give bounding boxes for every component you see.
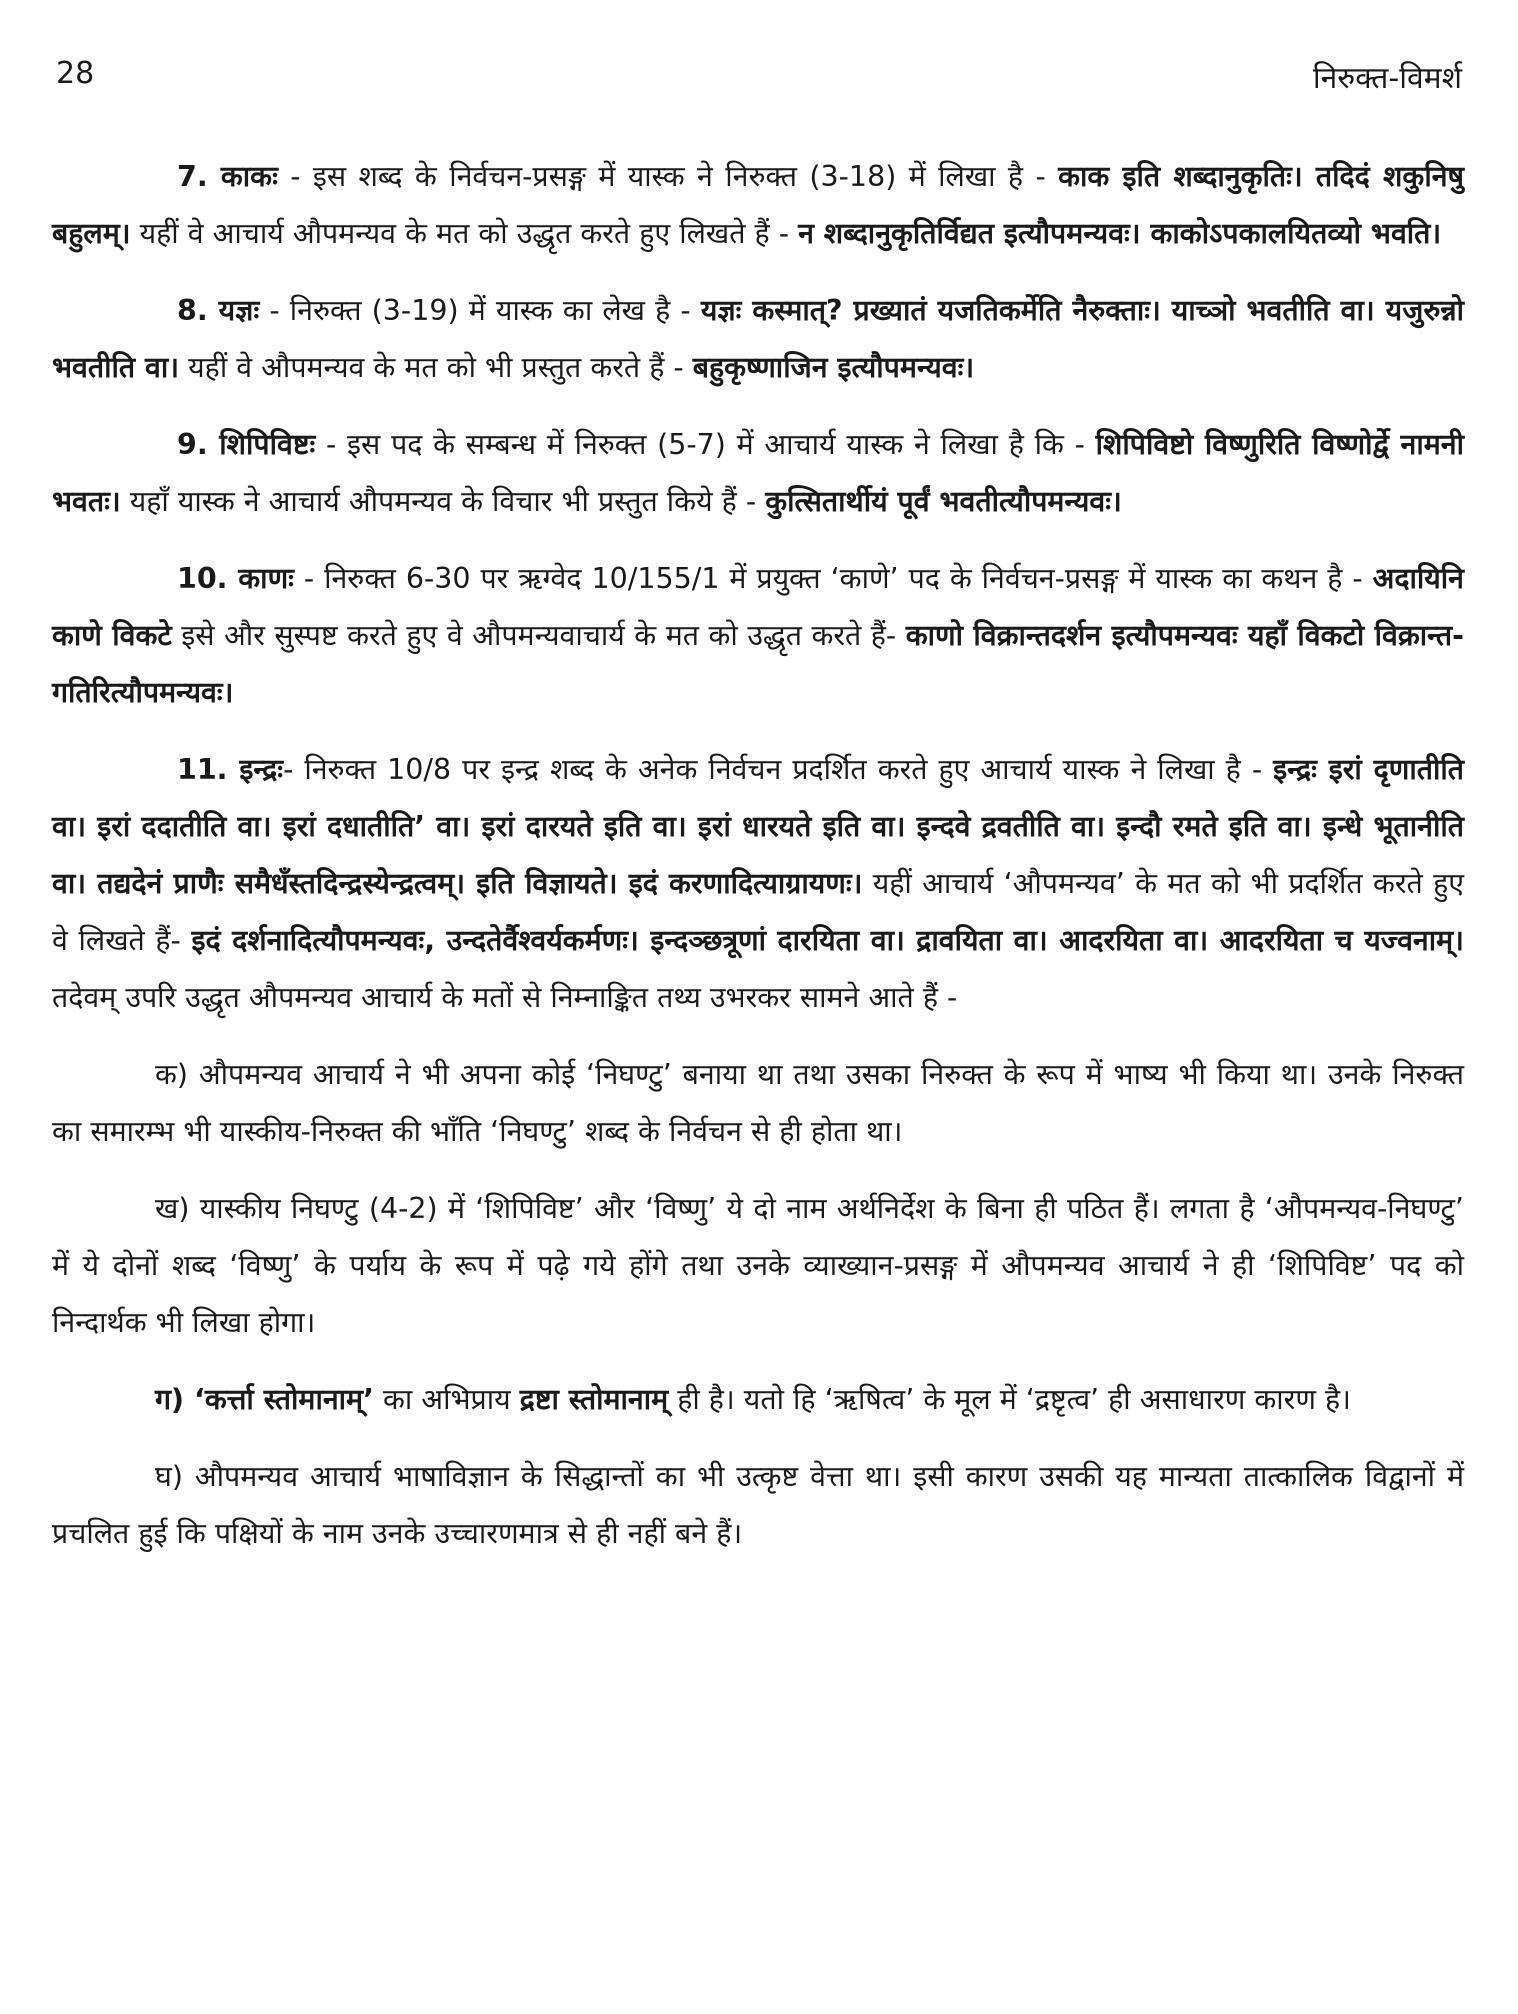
bold-text-run: न शब्दानुकृतिर्विद्यत इत्यौपमन्यवः। काकोऽपकालयितव्यो भवति। xyxy=(798,217,1442,250)
text-run: क) औपमन्यव आचार्य ने भी अपना कोई ‘निघण्टु’ बनाया था तथा उसका निरुक्त के रूप में भाष्य भी किया था। उनके निरुक्त का समारम्भ भी यास्कीय-निरुक्त की भाँति ‘निघण्टु’ शब्द के निर्वचन से ही होता था। xyxy=(52,1058,1464,1148)
text-run: तदेवम् उपरि उद्धृत औपमन्यव आचार्य के मतों से निम्नाङ्कित तथ्य उभरकर सामने आते हैं - xyxy=(52,981,958,1014)
bold-text-run: काक इति शब्दानुकृतिः। तदिदं शकुनिषु बहुलम्। xyxy=(52,160,1464,250)
point-ka xyxy=(52,1046,1464,1160)
bold-text-run: 10. काणः xyxy=(177,562,294,595)
text-run: ही है। यतो हि ‘ऋषित्व’ के मूल में ‘द्रष्टृत्व’ ही असाधारण कारण है। xyxy=(668,1383,1351,1416)
point-kha xyxy=(52,1180,1464,1351)
point-gha xyxy=(52,1448,1464,1562)
running-title: निरुक्त-विमर्श xyxy=(1312,61,1462,96)
paragraph-kana xyxy=(52,550,1464,721)
text-run: यहीं वे आचार्य औपमन्यव के मत को उद्धृत करते हुए लिखते हैं - xyxy=(130,217,799,250)
bold-text-run: अदायिनि काणे विकटे xyxy=(52,562,1464,652)
text-run: घ) औपमन्यव आचार्य भाषाविज्ञान के सिद्धान्तों का भी उत्कृष्ट वेत्ता था। इसी कारण उसकी यह मान्यता तात्कालिक विद्वानों में प्रचलित हुई कि पक्षियों के नाम उनके उच्चारणमात्र से ही नहीं बने हैं। xyxy=(52,1460,1464,1550)
bold-text-run: कुत्सितार्थीयं पूर्वं भवतीत्यौपमन्यवः। xyxy=(765,485,1122,518)
point-ga xyxy=(52,1371,1464,1428)
bold-text-run: द्रष्टा स्तोमानाम् xyxy=(519,1383,669,1416)
text-run: - इस शब्द के निर्वचन-प्रसङ्ग में यास्क ने निरुक्त (3-18) में लिखा है - xyxy=(277,160,1059,193)
text-run: - निरुक्त 6-30 पर ऋग्वेद 10/155/1 में प्रयुक्त ‘काणे’ पद के निर्वचन-प्रसङ्ग में यास्क का कथन है - xyxy=(293,562,1373,595)
text-run: - निरुक्त (3-19) में यास्क का लेख है - xyxy=(259,294,701,327)
bold-text-run: 9. शिपिविष्टः xyxy=(177,428,316,461)
body-text xyxy=(52,148,1464,1582)
bold-text-run: 8. यज्ञः xyxy=(177,294,260,327)
paragraph-shipivishta xyxy=(52,416,1464,530)
bold-text-run: यज्ञः कस्मात्? प्रख्यातं यजतिकर्मेति नैरुक्ताः। याच्ञो भवतीति वा। यजुरुन्नो भवतीति वा। xyxy=(52,294,1465,384)
bold-text-run: काणो विक्रान्तदर्शन इत्यौपमन्यवः यहाँ विकटो विक्रान्त-गतिरित्यौपमन्यवः। xyxy=(52,619,1464,709)
bold-text-run: इन्द्रः इरां दृणातीति वा। इरां ददातीति वा। इरां दधातीति’ वा। इरां दारयते इति वा। इरां धारयते इति वा। इन्दवे द्रवतीति वा। इन्दौ रमते इति वा। इन्धे भूतानीति वा। तद्यदेनं प्राणैः समैधँस्तदिन्द्रस्येन्द्रत्वम्। इति विज्ञायते। इदं करणादित्याग्रायणः। xyxy=(52,753,1464,900)
bold-text-run: 7. काकः xyxy=(177,160,278,193)
bold-text-run: 11. इन्द्रः xyxy=(177,753,284,786)
paragraph-kaka xyxy=(52,148,1464,262)
bold-text-run: इदं दर्शनादित्यौपमन्यवः, उन्दतेर्वैश्वर्यकर्मणः। इन्दञ्छत्रूणां दारयिता वा। द्रावयिता वा। आदरयिता वा। आदरयिता च यज्वनाम्। xyxy=(191,924,1464,957)
paragraph-indra xyxy=(52,741,1464,1026)
text-run: - निरुक्त 10/8 पर इन्द्र शब्द के अनेक निर्वचन प्रदर्शित करते हुए आचार्य यास्क ने लिखा है - xyxy=(283,753,1274,786)
text-run: यहाँ यास्क ने आचार्य औपमन्यव के विचार भी प्रस्तुत किये हैं - xyxy=(120,485,766,518)
text-run: का अभिप्राय xyxy=(373,1383,520,1416)
text-run: यहीं आचार्य ‘औपमन्यव’ के मत को भी प्रदर्शित करते हुए वे लिखते हैं- xyxy=(52,867,1464,957)
text-run: - इस पद के सम्बन्ध में निरुक्त (5-7) में आचार्य यास्क ने लिखा है कि - xyxy=(315,428,1096,461)
text-run: इसे और सुस्पष्ट करते हुए वे औपमन्यवाचार्य के मत को उद्धृत करते हैं- xyxy=(171,619,906,652)
paragraph-yajna xyxy=(52,282,1464,396)
text-run: ख) यास्कीय निघण्टु (4-2) में ‘शिपिविष्ट’ और ‘विष्णु’ ये दो नाम अर्थनिर्देश के बिना ही पठित हैं। लगता है ‘औपमन्यव-निघण्टु’ में ये दोनों शब्द ‘विष्णु’ के पर्याय के रूप में पढ़े गये होंगे तथा उनके व्याख्यान-प्रसङ्ग में औपमन्यव आचार्य ने ही ‘शिपिविष्ट’ पद को निन्दार्थक भी लिखा होगा। xyxy=(52,1192,1464,1339)
text-run: यहीं वे औपमन्यव के मत को भी प्रस्तुत करते हैं - xyxy=(179,351,693,384)
bold-text-run: शिपिविष्टो विष्णुरिति विष्णोर्द्वे नामनी भवतः। xyxy=(52,428,1464,518)
page-number: 28 xyxy=(56,56,95,91)
bold-text-run: बहुकृष्णाजिन इत्यौपमन्यवः। xyxy=(692,351,975,384)
bold-text-run: ग) ‘कर्त्ता स्तोमानाम्’ xyxy=(155,1383,374,1416)
